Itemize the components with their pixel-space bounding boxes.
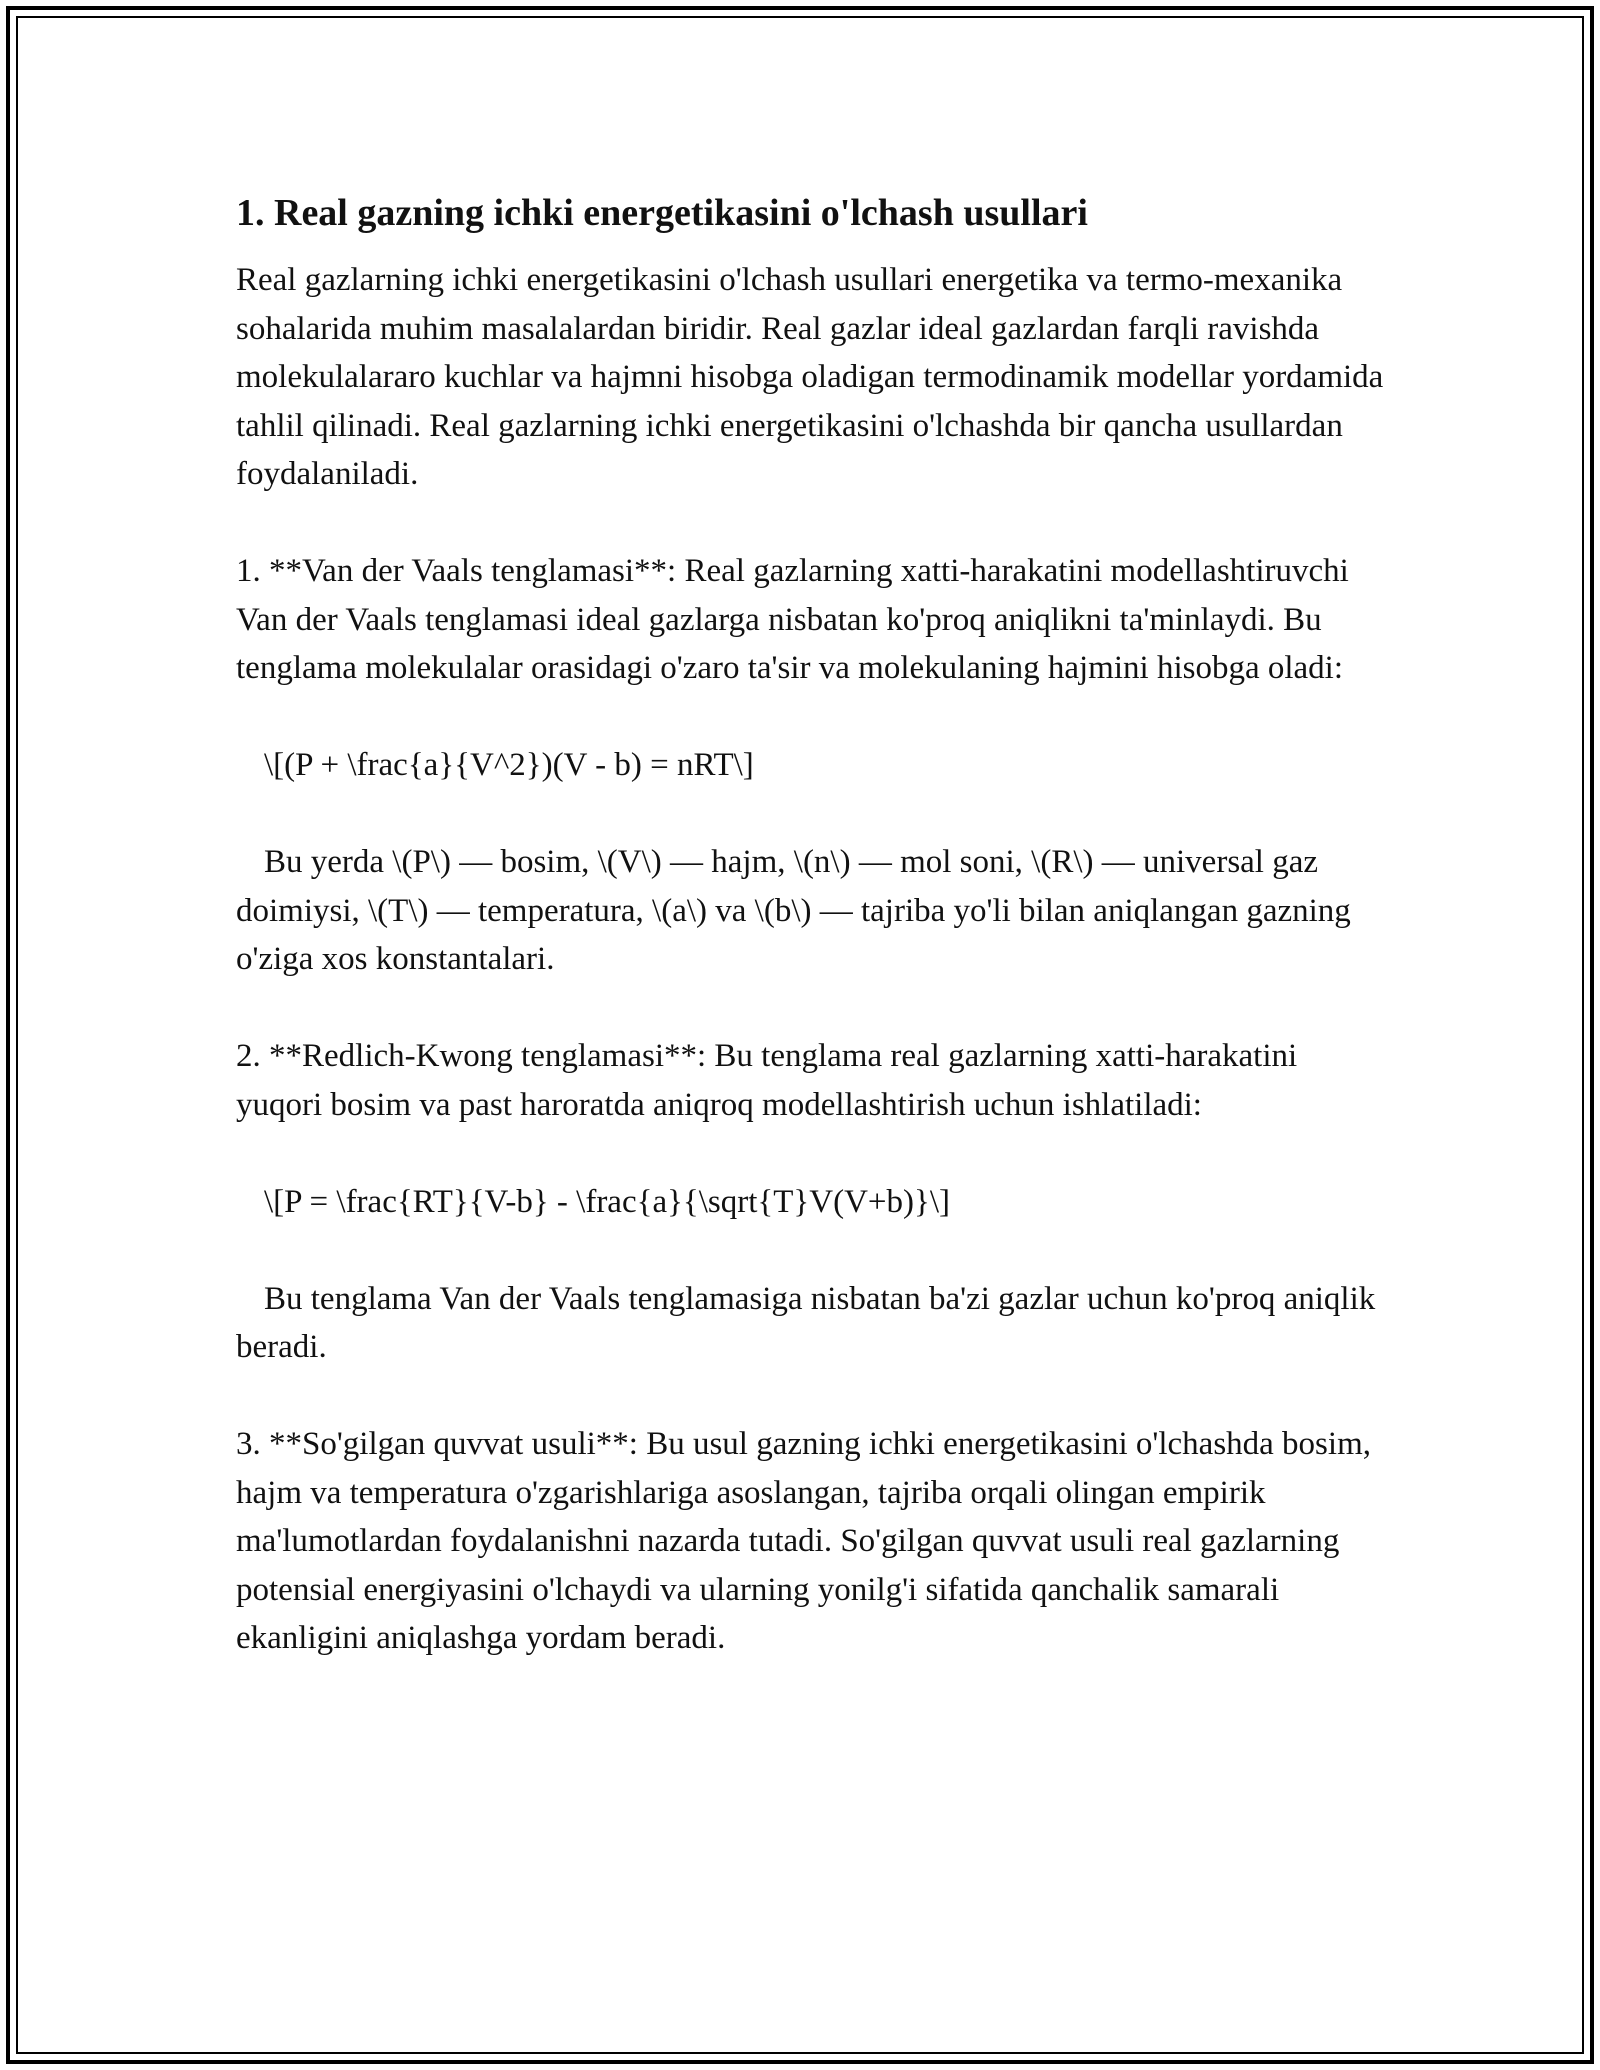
- van-der-vaals-variables-note: Bu yerda \(P\) — bosim, \(V\) — hajm, \(n\) — mol soni, \(R\) — universal gaz doimiysi, \(T\) — temperatura, \(a\) va \(b\) — tajriba yo'li bilan aniqlangan gazning o'ziga xos konstantalari.: [236, 844, 1351, 977]
- document-page: [236, 186, 1386, 1711]
- formula-redlich-kwong: \[P = \frac{RT}{V-b} - \frac{a}{\sqrt{T}V(V+b)}\]: [264, 1183, 951, 1220]
- document-body: [236, 256, 1386, 1663]
- method-sogilgan-quvvat: 3. **So'gilgan quvvat usuli**: Bu usul gazning ichki energetikasini o'lchashda bosim, hajm va temperatura o'zgarishlariga asoslangan, tajriba orqali olingan empirik ma'lumotlardan foydalanishni nazarda tutadi. So'gilgan quvvat usuli real gazlarning potensial energiyasini o'lchaydi va ularning yonilg'i sifatida qanchalik samarali ekanligini aniqlashga yordam beradi.: [236, 1426, 1371, 1656]
- method-redlich-kwong: 2. **Redlich-Kwong tenglamasi**: Bu tenglama real gazlarning xatti-harakatini yuqori bosim va past haroratda aniqroq modellashtirish uchun ishlatiladi:: [236, 1038, 1298, 1123]
- formula-van-der-vaals: \[(P + \frac{a}{V^2})(V - b) = nRT\]: [264, 747, 754, 783]
- method-van-der-vaals: 1. **Van der Vaals tenglamasi**: Real gazlarning xatti-harakatini modellashtiruvchi Van der Vaals tenglamasi ideal gazlarga nisbatan ko'proq aniqlikni ta'minlaydi. Bu tenglama molekulalar orasidagi o'zaro ta'sir va molekulaning hajmini hisobga oladi:: [236, 553, 1349, 686]
- intro-paragraph: Real gazlarning ichki energetikasini o'lchash usullari energetika va termo-mexanika sohalarida muhim masalalardan biridir. Real gazlar ideal gazlardan farqli ravishda molekulalararo kuchlar va hajmni hisobga oladigan termodinamik modellar yordamida tahlil qilinadi. Real gazlarning ichki energetikasini o'lchashda bir qancha usullardan foydalaniladi.: [236, 262, 1384, 492]
- section-title: 1. Real gazning ichki energetikasini o'lchash usullari: [236, 192, 1088, 234]
- redlich-kwong-note: Bu tenglama Van der Vaals tenglamasiga nisbatan ba'zi gazlar uchun ko'proq aniqlik beradi.: [236, 1280, 1376, 1365]
